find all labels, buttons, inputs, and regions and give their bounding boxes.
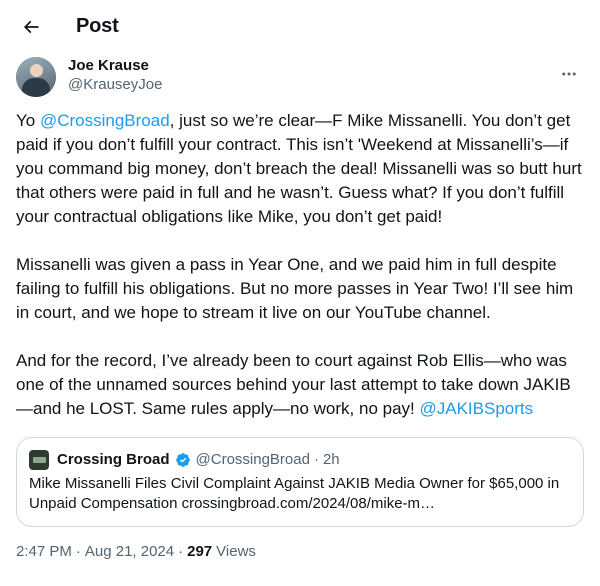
mention-link[interactable]: @CrossingBroad: [39, 111, 170, 130]
verified-badge-icon: [175, 452, 191, 468]
quoted-author-handle: @CrossingBroad: [195, 451, 310, 468]
tweet-time: 2:47 PM: [16, 543, 72, 560]
quoted-author-name[interactable]: Crossing Broad: [57, 451, 170, 468]
more-options-button[interactable]: [554, 59, 584, 89]
quoted-tweet-text: [29, 474, 571, 514]
quoted-avatar-mark: [33, 457, 46, 463]
meta-separator-1: ·: [75, 543, 81, 560]
arrow-left-icon: [21, 17, 41, 37]
avatar-head: [30, 64, 43, 77]
quoted-timestamp: 2h: [322, 451, 340, 468]
avatar[interactable]: [16, 57, 56, 97]
tweet-paragraph: Missanelli was given a pass in Year One, and we paid him in full despite failing to fulfill his obligations. But no more passes in Year Two! I’ll see him in court, and we hope to stream it live on our YouTube channel.: [16, 255, 578, 322]
tweet-paragraph: And for the record, I’ve already been to court against Rob Ellis—who was one of the unnamed sources behind your last attempt to take down JAKIB—and he LOST. Same rules apply—no work, no pay! @JAKIBSports: [16, 351, 572, 418]
quoted-avatar[interactable]: [29, 450, 49, 470]
author-handle[interactable]: @KrauseyJoe: [68, 75, 163, 93]
tweet-container: [0, 53, 600, 527]
quoted-separator: ·: [313, 451, 319, 468]
mention-link[interactable]: @JAKIBSports: [419, 399, 534, 418]
tweet-date: Aug 21, 2024: [84, 543, 175, 560]
back-button[interactable]: [14, 10, 48, 44]
author-row: [16, 53, 584, 97]
ellipsis-icon: [560, 65, 578, 83]
author-meta: [68, 57, 542, 95]
tweet-text: [16, 109, 587, 421]
views-label: Views: [216, 543, 256, 560]
page-title: Post: [76, 15, 119, 37]
tweet-meta: [0, 543, 600, 572]
meta-separator-2: ·: [178, 543, 184, 560]
page-header: [0, 0, 600, 53]
quoted-tweet-link[interactable]: crossingbroad.com/2024/08/mike-m…: [181, 495, 436, 512]
quoted-tweet-card[interactable]: [16, 437, 584, 527]
avatar-body: [22, 78, 50, 97]
quoted-text-body: Mike Missanelli Files Civil Complaint Against JAKIB Media Owner for $65,000 in Unpaid Compensation: [29, 475, 560, 512]
tweet-paragraph: Yo @CrossingBroad, just so we’re clear—F Mike Missanelli. You don’t get paid if you don’t fulfill your contract. This isn’t 'Weekend at Missanelli’s—if you command big money, don’t breach the deal! Missanelli was so butt hurt that others were paid in full and he wasn’t. Guess what? If you don’t fulfill your contractual obligations like Mike, you don’t get paid!: [16, 111, 587, 226]
author-name[interactable]: Joe Krause: [68, 57, 149, 74]
quoted-tweet-header: [29, 450, 571, 470]
views-count: 297: [187, 543, 213, 560]
